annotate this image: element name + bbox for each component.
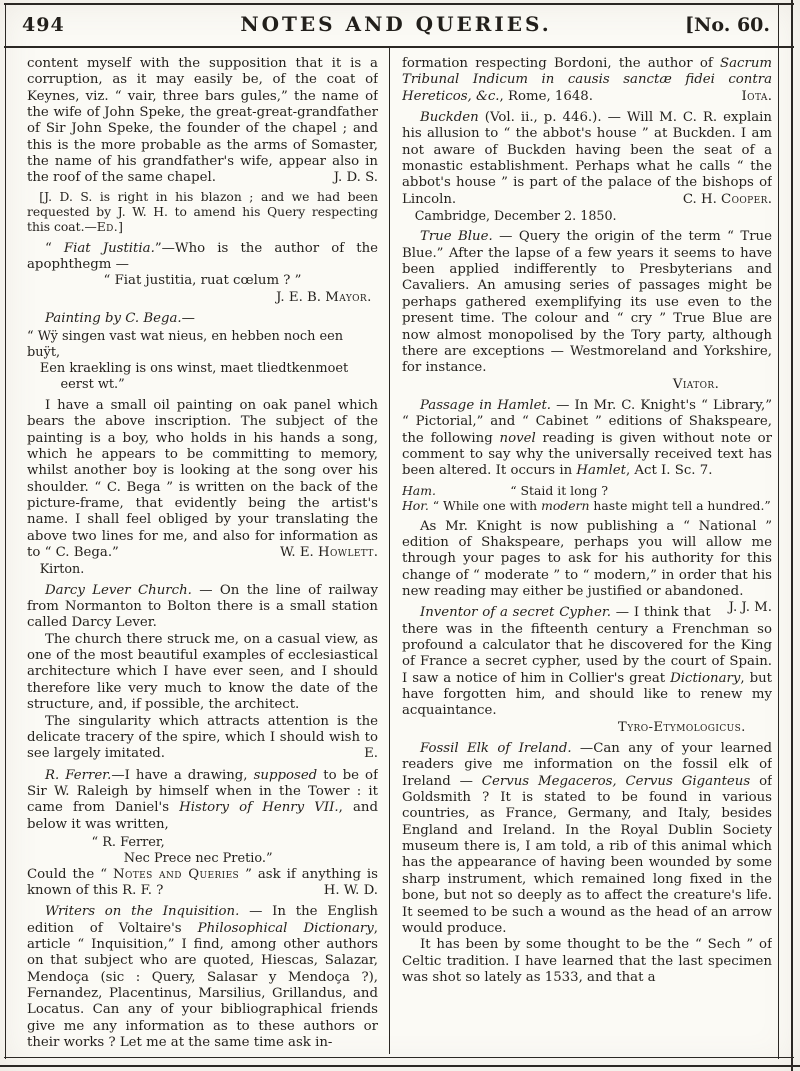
text-run: J. E. B.: [276, 289, 326, 305]
text-run: ”—Who is the author of the apophthegm —: [27, 240, 378, 272]
text-run: — In the English edition of Voltaire's: [27, 904, 378, 936]
page-title: NOTES AND QUERIES.: [240, 12, 552, 36]
text-run: As Mr. Knight is now publishing a “ National ” edition of Shakspeare, perhaps you will allow me through your pages to ask for his authority for this change of “ moderate ” to “ modern,” in order that his new reading may either be justified or abandoned.: [402, 518, 772, 599]
italic-text: Hamlet: [576, 463, 626, 479]
paragraph-church-beauty: [27, 632, 378, 714]
page-number: 494: [22, 14, 65, 36]
smallcaps-text: Notes and Queries: [112, 866, 240, 882]
text-run: , Rome, 1648.: [499, 88, 593, 104]
smallcaps-text: Viator: [672, 376, 715, 392]
text-run: .: [767, 191, 772, 207]
text-run: Kirton.: [39, 561, 85, 577]
verse-line: [124, 851, 378, 867]
dateline-cambridge: [402, 208, 772, 224]
signature: [346, 746, 378, 762]
text-run: “ Staid it long ?: [510, 482, 609, 498]
signature-mayor: [27, 290, 378, 306]
verse-dutch-inscription: [27, 329, 378, 393]
heading-painting-by-bega: [27, 311, 378, 327]
text-run: ]: [118, 220, 123, 235]
text-run: [J. D. S. is right in his blazon ; and we had been requested by J. W. H. to amend his Query respecting this coat.—: [27, 189, 378, 235]
text-run: , but have forgotten him, and should like to renew my acquaintance.: [402, 670, 772, 719]
continuation-paragraph-speke-coat: [27, 56, 378, 187]
text-run: E.: [364, 746, 378, 762]
verse-line: [27, 329, 378, 361]
continuation-paragraph-bordoni: [402, 56, 772, 105]
text-run: (Vol. ii., p. 446.). — Will M. C. R. explain his allusion to “ the abbot's house ” at Buckden. I am not aware of Buckden having been the seat of a monastic establishment. Perhaps what he calls “ the abbot's house ” is part of the palace of the bishops of Lincoln.: [402, 110, 772, 207]
text-run: It has been by some thought to be the “ Sech ” of Celtic tradition. I have learned that the last specimen was shot so lately as 1533, and that a: [402, 937, 772, 985]
italic-text: supposed: [253, 767, 318, 783]
text-run: formation respecting Bordoni, the author of: [402, 56, 720, 71]
query-r-ferrer: [27, 768, 378, 833]
signature: [665, 192, 772, 208]
paragraph-spire-tracery: [27, 714, 378, 763]
text-run: , Act I. Sc. 7.: [625, 463, 713, 479]
text-run: — On the line of railway from Normanton to Bolton there is a small station called Darcy Lever.: [27, 582, 378, 631]
text-run: .: [767, 88, 772, 104]
verse-line: [402, 498, 772, 514]
italic-text: Writers on the Inquisition.: [44, 904, 240, 920]
verse-line: [92, 835, 379, 851]
quote-hamlet-lines: [402, 483, 772, 514]
text-run: “ While one with: [428, 498, 542, 514]
text-run: reading is given without note or comment to say why the universally received text has been altered. It occurs in: [402, 430, 772, 479]
page-border-right-outer: [791, 0, 793, 1071]
signature: [262, 545, 378, 561]
smallcaps-text: Mayor: [325, 289, 368, 305]
smallcaps-text: Howlett: [318, 545, 374, 561]
paragraph-painting-description: [27, 398, 378, 561]
text-run: .: [367, 289, 372, 305]
italic-text: Cervus Megaceros, Cervus Giganteus: [481, 773, 751, 789]
text-run: “ Wÿ singen vast wat nieus, en hebben noch een buÿt,: [27, 329, 344, 361]
left-column: [27, 56, 378, 1052]
italic-text: Sacrum Tribunal Indicum in causis sanctæ fidei contra Hereticos, &c.: [402, 56, 772, 104]
text-run: .: [714, 376, 719, 392]
text-run: Cambridge, December 2. 1850.: [414, 208, 617, 224]
text-run: eerst wt.”: [60, 377, 125, 393]
query-writers-on-inquisition: [27, 904, 378, 1051]
text-run: J. J. M.: [728, 600, 772, 616]
signature-viator: [402, 377, 772, 393]
query-true-blue: [402, 229, 772, 376]
smallcaps-text: Iota: [741, 88, 768, 104]
text-run: content myself with the supposition that it is a corruption, as it may easily be, of the coat of Keynes, viz. “ vair, three bars gules,” the name of the wife of John Speke, the great-great-grandfather of Sir John Speke, the founder of the chapel ; and this is the more probable as the arms of Somaster, the name of his grandfather's wife, appear also in the roof of the same chapel.: [27, 56, 378, 186]
paragraph-could-notes-queries-ask: [27, 867, 378, 900]
text-run: — In Mr. C. Knight's “ Library,” “ Pictorial,” and “ Cabinet ” editions of Shakspeare, the following: [402, 397, 772, 446]
italic-text: Fiat Justitia.: [63, 240, 155, 256]
text-run: “ Fiat justitia, ruat cœlum ? ”: [103, 273, 302, 289]
quote-fiat-justitia: [27, 273, 378, 289]
italic-text: History of Henry VII.: [179, 800, 339, 816]
text-run: .: [373, 545, 378, 561]
query-darcy-lever-church: [27, 583, 378, 632]
quote-r-ferrer-motto: [27, 835, 378, 867]
page-header: [22, 10, 770, 44]
text-run: H. W. D.: [323, 883, 378, 899]
verse-line: [61, 377, 378, 393]
italic-text: Inventor of a secret Cypher.: [419, 605, 611, 621]
italic-text: modern: [541, 498, 590, 514]
italic-text: Dictionary: [670, 670, 741, 686]
query-secret-cypher: [402, 605, 772, 719]
text-run: The singularity which attracts attention is the delicate tracery of the spire, which I should wish to see largely imitated.: [27, 713, 378, 762]
smallcaps-text: Ed.: [96, 220, 119, 235]
text-run: “ R. Ferrer,: [91, 834, 165, 850]
text-run: Een kraekling is ons winst, maet tliedtkenmoet: [39, 361, 349, 377]
text-run: ” ask if anything is known of this R. F. ?: [27, 866, 378, 899]
text-run: C. H.: [682, 191, 722, 207]
italic-text: Buckden: [419, 110, 479, 126]
text-run: —I have a drawing,: [111, 767, 254, 783]
signature: [334, 170, 378, 186]
text-run: The church there struck me, on a casual view, as one of the most beautiful examples of ecclesiastical architecture which I have ever seen, and I should therefore like very much to know the date of the structure, and, if possible, the architect.: [27, 631, 378, 713]
text-run: — Query the origin of the term “ True Blue.” After the lapse of a few years it seems to have been applied indifferently to Presbyterians and Cavaliers. An amusing series of passages might be perhaps gathered exemplifying its use even to the present time. The colour and “ cry ” True Blue are now almost monopolised by the Tory party, although there are exceptions — Westmoreland and Yorkshire, for instance.: [402, 229, 772, 376]
text-run: , and below it was written,: [27, 800, 378, 832]
italic-text: Hor.: [402, 498, 429, 514]
text-run: .: [741, 719, 746, 735]
italic-text: Philosophical Dictionary: [197, 920, 374, 936]
paragraph-sech-celtic-tradition: [402, 937, 772, 986]
italic-text: R. Ferrer.: [44, 767, 112, 783]
text-run: J. D. S.: [333, 170, 378, 186]
header-rule: [4, 46, 794, 48]
page-border-right-inner: [778, 3, 779, 1059]
text-run: , article “ Inquisition,” I find, among other authors on that subject who are quoted, Hiescas, Salazar, Mendoça (sic : Query, Salasar y Mendoça ?), Fernandez, Placentinus, Marsilius, Grillandus, and Locatus. Can any of your bibliographical friends give me any information as to these authors or their works ? Let me at the same time ask in-: [27, 920, 378, 1051]
query-fossil-elk-of-ireland: [402, 741, 772, 937]
verse-line: [40, 361, 378, 377]
text-run: to be of Sir W. Raleigh by himself when in the Tower : it came from Daniel's: [27, 767, 378, 816]
italic-text: Ham.: [402, 482, 436, 498]
page-border-bottom-inner: [4, 1057, 794, 1058]
issue-number: [No. 60.: [685, 14, 770, 36]
text-run: of Goldsmith ? It is stated to be found in various countries, as France, Germany, and Italy, besides England and Ireland. In the Royal Dublin Society museum there is, I am told, a rib of this animal which has the appearance of having been wounded by some sharp instrument, which remained long fixed in the bone, but not so deeply as to affect the creature's life. It seemed to be such a wound as the head of an arrow would produce.: [402, 773, 772, 936]
text-run: —Can any of your learned readers give me information on the fossil elk of Ireland —: [402, 741, 772, 789]
query-fiat-justitia: [27, 241, 378, 274]
right-column: [402, 56, 772, 1052]
page-border-bottom-outer: [0, 1065, 800, 1067]
signature: [742, 89, 772, 105]
smallcaps-text: Cooper: [721, 191, 768, 207]
signature: [711, 600, 772, 616]
text-run: — I think that there was in the fifteenth century a Frenchman so profound a calculator that he discovered for the King of France a secret cypher, used by the court of Spain. I saw a notice of him in Collier's great: [402, 605, 772, 686]
signature: [324, 883, 378, 899]
page-border-left: [5, 3, 6, 1059]
italic-text: Darcy Lever Church.: [44, 582, 192, 598]
query-passage-in-hamlet: [402, 398, 772, 480]
text-run: Nec Prece nec Pretio.”: [123, 850, 273, 866]
italic-text: Passage in Hamlet.: [419, 397, 552, 413]
editor-note: [27, 190, 378, 236]
italic-text: True Blue.: [419, 229, 493, 245]
italic-text: Fossil Elk of Ireland.: [419, 741, 572, 757]
dateline-kirton: [27, 561, 378, 577]
page-border-top: [4, 3, 794, 5]
text-run: “: [44, 240, 64, 256]
signature-tyro-etymologicus: [402, 720, 772, 736]
text-run: haste might tell a hundred.”: [589, 498, 771, 514]
query-buckden: [402, 110, 772, 208]
text-run: W. E.: [280, 545, 319, 561]
text-run: I have a small oil painting on oak panel which bears the above inscription. The subject of the painting is a boy, who holds in his hands a song, which he appears to be committing to memory, whilst another boy is looking at the song over his shoulder. “ C. Bega ” is written on the back of the picture-frame, that evidently being the artist's name. I shall feel obliged by your translating the above two lines for me, and also for information as to “ C. Bega.”: [27, 397, 378, 561]
verse-line: [402, 483, 772, 499]
italic-text: Painting by C. Bega.—: [44, 311, 195, 327]
smallcaps-text: Tyro-Etymologicus: [617, 719, 742, 735]
italic-text: novel: [499, 430, 536, 446]
text-run: Could the “: [27, 866, 113, 882]
column-divider: [389, 48, 390, 1054]
